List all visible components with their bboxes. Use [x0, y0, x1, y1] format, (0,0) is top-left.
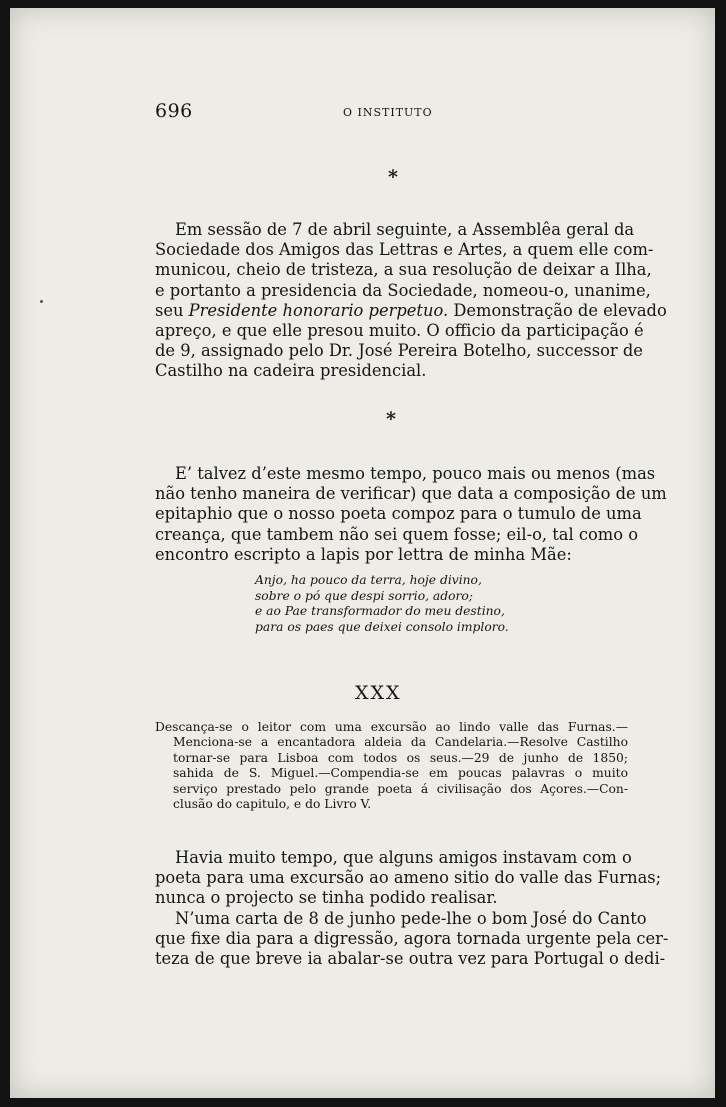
- paragraph-furnas-excursion: [155, 848, 662, 909]
- verse-line: e ao Pae transformador do meu destino,: [255, 604, 505, 619]
- text-fragment: seu: [155, 300, 189, 320]
- text-line: E’ talvez d’este mesmo tempo, pouco mais ou menos (mas: [175, 464, 656, 483]
- running-header: [155, 100, 575, 122]
- summary-line: clusão do capitulo, e do Livro V.: [173, 797, 372, 812]
- text-line: municou, cheio de tristeza, a sua resolução de deixar a Ilha,: [155, 260, 652, 280]
- section-separator: *: [388, 166, 398, 188]
- summary-line: sahida de S. Miguel.—Compendia-se em poucas palavras o muito: [173, 766, 628, 781]
- verse-line: para os paes que deixei consolo imploro.: [255, 619, 509, 634]
- chapter-summary: [155, 720, 628, 812]
- text-fragment: Demonstração de elevado: [448, 300, 667, 320]
- section-separator: *: [386, 408, 396, 430]
- summary-line: serviço prestado pelo grande poeta á civilisação dos Açores.—Con-: [173, 781, 628, 796]
- summary-line: Descança-se o leitor com uma excursão ao lindo valle das Furnas.—: [155, 720, 628, 734]
- text-line: poeta para uma excursão ao ameno sitio do valle das Furnas;: [155, 868, 662, 888]
- text-line: Em sessão de 7 de abril seguinte, a Assemblêa geral da: [175, 220, 635, 239]
- text-line: Havia muito tempo, que alguns amigos instavam com o: [175, 848, 632, 867]
- book-page: [10, 8, 715, 1098]
- epitaph-verse: [255, 573, 555, 635]
- chapter-title: XXX: [355, 682, 402, 704]
- page-number: 696: [155, 100, 193, 122]
- text-line: [155, 300, 667, 321]
- text-line: não tenho maneira de verificar) que data a composição de um: [155, 484, 667, 504]
- paragraph-letter: [155, 909, 669, 970]
- text-line: N’uma carta de 8 de junho pede-lhe o bom José do Canto: [175, 909, 647, 928]
- text-line: Sociedade dos Amigos das Lettras e Artes, a quem elle com-: [155, 240, 654, 260]
- scan-speck: [40, 300, 43, 303]
- text-line: creança, que tambem não sei quem fosse; eil-o, tal como o: [155, 524, 638, 544]
- text-line: nunca o projecto se tinha podido realisar.: [155, 888, 498, 908]
- text-line: encontro escripto a lapis por lettra de minha Mãe:: [155, 544, 572, 564]
- verse-line: Anjo, ha pouco da terra, hoje divino,: [255, 573, 482, 587]
- summary-line: tornar-se para Lisboa com todos os seus.—29 de junho de 1850;: [173, 750, 628, 765]
- text-line: apreço, e que elle presou muito. O officio da participação é: [155, 321, 644, 341]
- running-title: O INSTITUTO: [343, 106, 433, 119]
- summary-line: Menciona-se a encantadora aldeia da Candelaria.—Resolve Castilho: [173, 735, 628, 750]
- text-line: de 9, assignado pelo Dr. José Pereira Botelho, successor de: [155, 341, 643, 361]
- text-line: epitaphio que o nosso poeta compoz para o tumulo de uma: [155, 504, 642, 524]
- text-line: e portanto a presidencia da Sociedade, nomeou-o, unanime,: [155, 280, 651, 300]
- text-line: Castilho na cadeira presidencial.: [155, 361, 427, 381]
- verse-line: sobre o pó que despi sorrio, adoro;: [255, 588, 473, 603]
- honorary-title: Presidente honorario perpetuo.: [188, 300, 449, 320]
- text-line: teza de que breve ia abalar-se outra vez para Portugal o dedi-: [155, 949, 666, 969]
- paragraph-epitaph-intro: [155, 464, 667, 565]
- paragraph-society-session: [155, 220, 667, 382]
- text-line: que fixe dia para a digressão, agora tornada urgente pela cer-: [155, 929, 669, 949]
